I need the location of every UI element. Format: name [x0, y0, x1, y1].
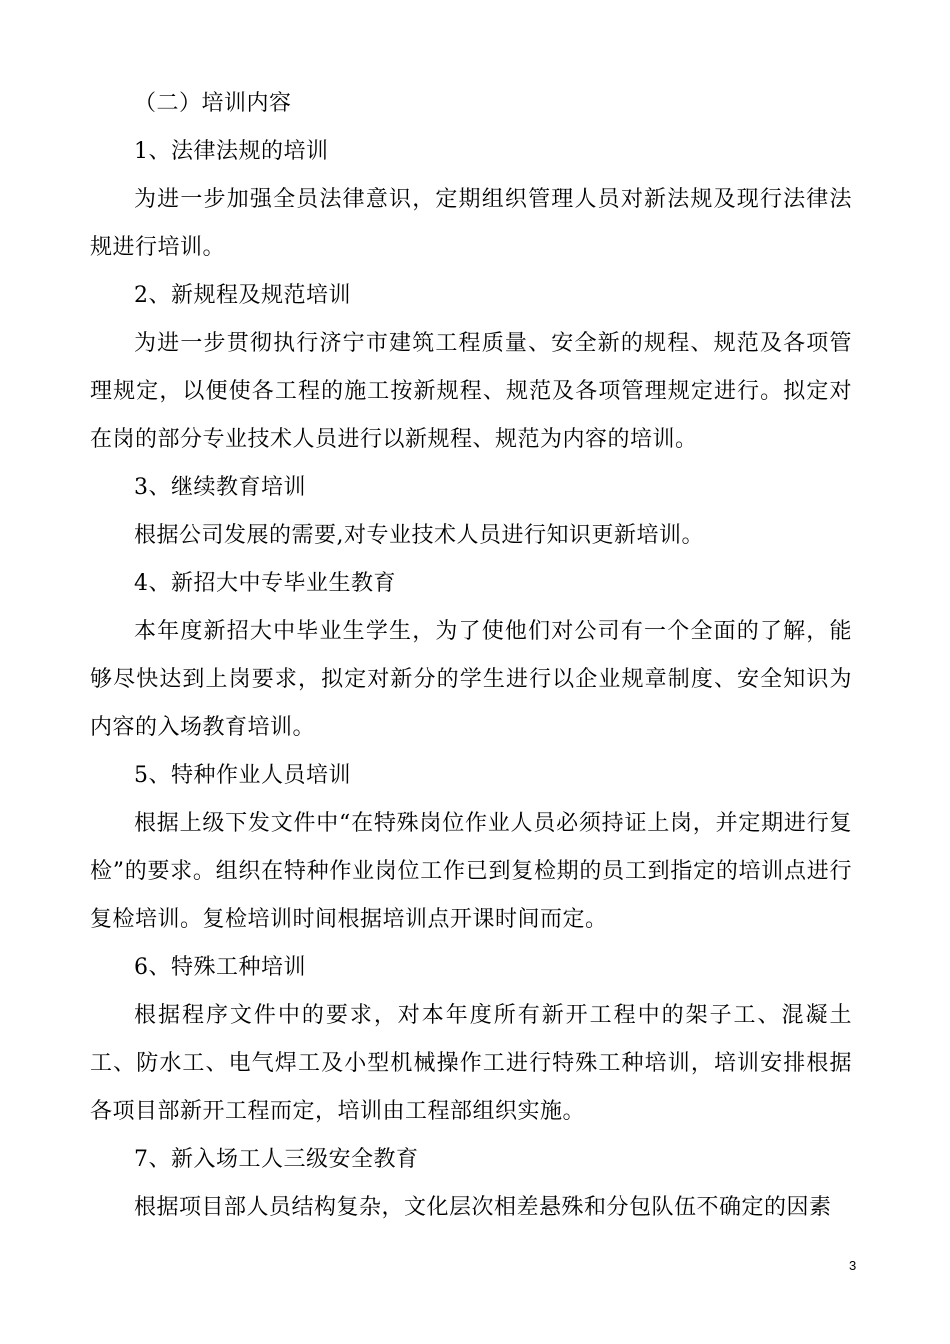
item-heading-3: 3、继续教育培训	[134, 475, 306, 500]
item-body-1: 为进一步加强全员法律意识，定期组织管理人员对新法规及现行法律法规进行培训。	[90, 187, 852, 260]
item-body-7: 根据项目部人员结构复杂，文化层次相差悬殊和分包队伍不确定的因素	[134, 1195, 832, 1220]
page-number: 3	[849, 1258, 857, 1273]
item-heading-4: 4、新招大中专毕业生教育	[134, 571, 396, 596]
item-body-6: 根据程序文件中的要求，对本年度所有新开工程中的架子工、混凝土工、防水工、电气焊工及小型机械操作工进行特殊工种培训，培训安排根据各项目部新开工程而定，培训由工程部组织实施。	[90, 1003, 852, 1124]
item-heading-6: 6、特殊工种培训	[134, 955, 306, 980]
item-body-3: 根据公司发展的需要,对专业技术人员进行知识更新培训。	[134, 523, 704, 548]
item-body-5: 根据上级下发文件中“在特殊岗位作业人员必须持证上岗，并定期进行复检”的要求。组织在特种作业岗位工作已到复检期的员工到指定的培训点进行复检培训。复检培训时间根据培训点开课时间而定。	[90, 811, 852, 932]
item-heading-2: 2、新规程及规范培训	[134, 283, 351, 308]
item-body-4: 本年度新招大中毕业生学生，为了使他们对公司有一个全面的了解，能够尽快达到上岗要求，拟定对新分的学生进行以企业规章制度、安全知识为内容的入场教育培训。	[90, 619, 852, 740]
section-title: （二）培训内容	[134, 91, 292, 116]
item-heading-1: 1、法律法规的培训	[134, 139, 329, 164]
item-body-2: 为进一步贯彻执行济宁市建筑工程质量、安全新的规程、规范及各项管理规定，以便使各工程的施工按新规程、规范及各项管理规定进行。拟定对在岗的部分专业技术人员进行以新规程、规范为内容的培训。	[90, 331, 852, 452]
item-heading-7: 7、新入场工人三级安全教育	[134, 1147, 419, 1172]
document-body	[90, 80, 852, 1232]
item-heading-5: 5、特种作业人员培训	[134, 763, 351, 788]
